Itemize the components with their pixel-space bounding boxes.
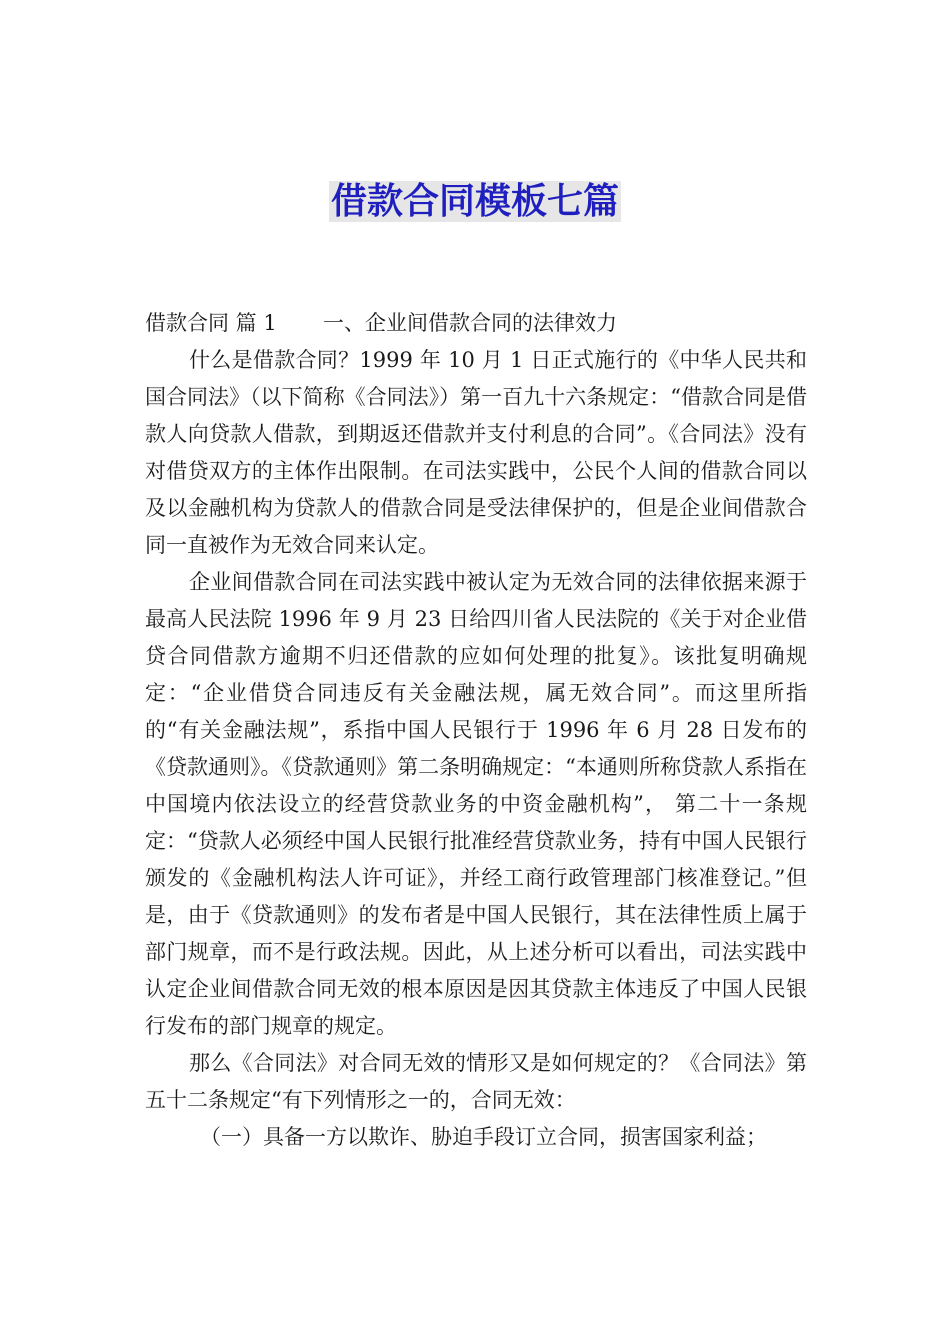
paragraph-3: 那么《合同法》对合同无效的情形又是如何规定的？《合同法》第五十二条规定“有下列情形之一的，合同无效： xyxy=(145,1051,807,1112)
document-title-text: 借款合同模板七篇 xyxy=(330,181,619,222)
document-body xyxy=(145,305,807,1156)
article-label: 借款合同 篇 1 xyxy=(145,311,277,335)
section-title: 一、企业间借款合同的法律效力 xyxy=(323,311,617,335)
paragraph-1: 什么是借款合同？1999 年 10 月 1 日正式施行的《中华人民共和国合同法》（以下简称《合同法》）第一百九十六条规定：“借款合同是借款人向贷款人借款，到期返还借款并支付利息的合同”。《合同法》没有对借贷双方的主体作出限制。在司法实践中，公民个人间的借款合同以及以金融机构为贷款人的借款合同是受法律保护的，但是企业间借款合同一直被作为无效合同来认定。 xyxy=(145,348,807,557)
list-item: （一）具备一方以欺诈、胁迫手段订立合同，损害国家利益； xyxy=(200,1125,767,1149)
paragraph-2: 企业间借款合同在司法实践中被认定为无效合同的法律依据来源于最高人民法院 1996 年 9 月 23 日给四川省人民法院的《关于对企业借贷合同借款方逾期不归还借款的应如何处理的批复》。该批复明确规定：“企业借贷合同违反有关金融法规，属无效合同”。而这里所指的“有关金融法规”，系指中国人民银行于 1996 年 6 月 28 日发布的《贷款通则》。《贷款通则》第二条明确规定：“本通则所称贷款人系指在中国境内依法设立的经营贷款业务的中资金融机构”， 第二十一条规定：“贷款人必须经中国人民银行批准经营贷款业务，持有中国人民银行颁发的《金融机构法人许可证》，并经工商行政管理部门核准登记。”但是，由于《贷款通则》的发布者是中国人民银行，其在法律性质上属于部门规章，而不是行政法规。因此，从上述分析可以看出，司法实践中认定企业间借款合同无效的根本原因是因其贷款主体违反了中国人民银行发布的部门规章的规定。 xyxy=(145,570,807,1038)
section-heading-line xyxy=(145,305,807,342)
document-title xyxy=(0,178,950,226)
